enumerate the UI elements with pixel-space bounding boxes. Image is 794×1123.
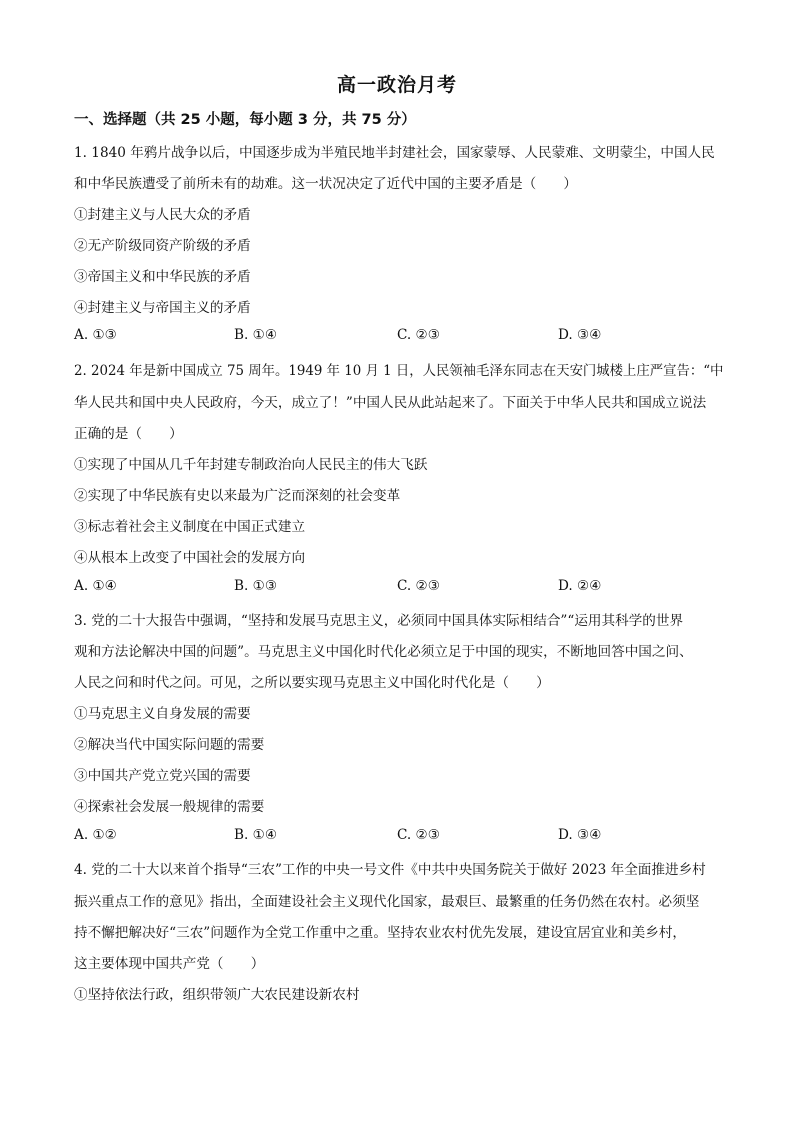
q1-choice-d: D. ③④ (558, 327, 602, 343)
q4-stem-line: 振兴重点工作的意见》指出，全面建设社会主义现代化国家，最艰巨、最繁重的任务仍然在农村。必须坚 (74, 894, 700, 910)
q1-item: ②无产阶级同资产阶级的矛盾 (74, 238, 251, 254)
q1-item: ③帝国主义和中华民族的矛盾 (74, 269, 251, 285)
q2-choice-d: D. ②④ (558, 578, 602, 594)
q3-stem-line: 人民之问和时代之问。可见，之所以要实现马克思主义中国化时代化是（ ） (74, 675, 550, 691)
q2-choice-a: A. ①④ (74, 578, 117, 594)
q4-stem-line: 这主要体现中国共产党（ ） (74, 956, 265, 972)
q1-choice-a: A. ①③ (74, 327, 117, 343)
q2-stem-line: 2. 2024 年是新中国成立 75 周年。1949 年 10 月 1 日，人民领袖毛泽东同志在天安门城楼上庄严宣告：“中 (74, 363, 724, 379)
q2-item: ①实现了中国从几千年封建专制政治向人民民主的伟大飞跃 (74, 457, 428, 473)
q2-choice-c: C. ②③ (397, 578, 440, 594)
q3-choice-a: A. ①② (74, 827, 117, 843)
q1-stem-line: 和中华民族遭受了前所未有的劫难。这一状况决定了近代中国的主要矛盾是（ ） (74, 176, 577, 192)
q3-stem-line: 3. 党的二十大报告中强调，“坚持和发展马克思主义，必须同中国具体实际相结合”“运用其科学的世界 (74, 613, 684, 629)
q3-item: ③中国共产党立党兴国的需要 (74, 768, 251, 784)
q1-stem-line: 1. 1840 年鸦片战争以后，中国逐步成为半殖民地半封建社会，国家蒙辱、人民蒙难、文明蒙尘，中国人民 (74, 145, 715, 161)
q2-item: ③标志着社会主义制度在中国正式建立 (74, 519, 306, 535)
q4-item: ①坚持依法行政，组织带领广大农民建设新农村 (74, 987, 360, 1003)
q3-choice-c: C. ②③ (397, 827, 440, 843)
q3-stem-line: 观和方法论解决中国的问题”。马克思主义中国化时代化必须立足于中国的现实，不断地回答中国之问、 (74, 644, 693, 660)
q2-stem-line: 正确的是（ ） (74, 426, 183, 442)
q3-choice-d: D. ③④ (558, 827, 602, 843)
q2-item: ②实现了中华民族有史以来最为广泛而深刻的社会变革 (74, 488, 401, 504)
q3-item: ①马克思主义自身发展的需要 (74, 706, 251, 722)
q1-choice-c: C. ②③ (397, 327, 440, 343)
q4-stem-line: 4. 党的二十大以来首个指导“三农”工作的中央一号文件《中共中央国务院关于做好 2023 年全面推进乡村 (74, 862, 706, 878)
section-heading: 一、选择题（共 25 小题，每小题 3 分，共 75 分） (74, 112, 416, 128)
q2-choice-b: B. ①③ (234, 578, 278, 594)
q3-item: ②解决当代中国实际问题的需要 (74, 737, 265, 753)
q1-choice-b: B. ①④ (234, 327, 278, 343)
q3-item: ④探索社会发展一般规律的需要 (74, 799, 265, 815)
q3-choice-b: B. ①④ (234, 827, 278, 843)
q1-item: ④封建主义与帝国主义的矛盾 (74, 300, 251, 316)
q4-stem-line: 持不懈把解决好“三农”问题作为全党工作重中之重。坚持农业农村优先发展，建设宜居宜业和美乡村， (74, 925, 687, 941)
q2-stem-line: 华人民共和国中央人民政府，今天，成立了！”中国人民从此站起来了。下面关于中华人民共和国成立说法 (74, 395, 707, 411)
q2-item: ④从根本上改变了中国社会的发展方向 (74, 550, 306, 566)
q1-item: ①封建主义与人民大众的矛盾 (74, 207, 251, 223)
page-title: 高一政治月考 (336, 74, 457, 96)
